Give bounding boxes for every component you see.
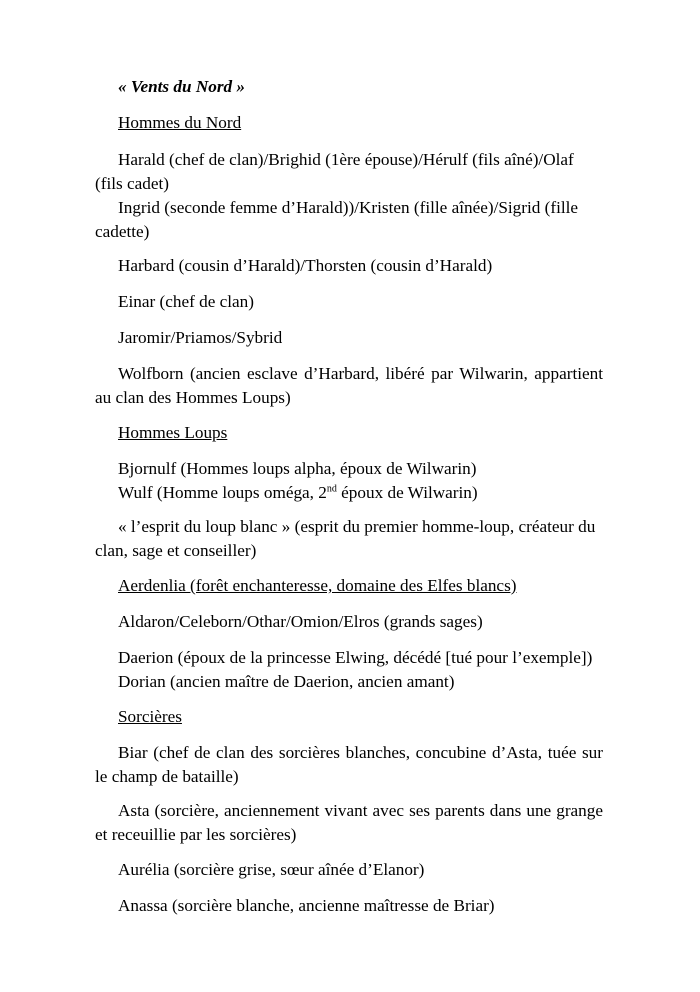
section-heading-hommes-loups: Hommes Loups [118, 423, 228, 442]
document-title: « Vents du Nord » [118, 77, 246, 96]
entry-harald: Harald (chef de clan)/Brighid (1ère épouse)/Hérulf (fils aîné)/Olaf (fils cadet) [95, 150, 574, 193]
entry-asta: Asta (sorcière, anciennement vivant avec ses parents dans une grange et receuillie par les sorcières) [95, 801, 603, 844]
entry-esprit-loup-blanc: « l’esprit du loup blanc » (esprit du premier homme-loup, créateur du clan, sage et conseiller) [95, 517, 596, 560]
entry-wulf-ordinal: nd [326, 483, 337, 495]
entry-einar: Einar (chef de clan) [118, 292, 254, 311]
entry-ingrid: Ingrid (seconde femme d’Harald))/Kristen (fille aînée)/Sigrid (fille cadette) [95, 198, 579, 241]
section-heading-hommes-du-nord: Hommes du Nord [118, 113, 242, 132]
entry-aurelia: Aurélia (sorcière grise, sœur aînée d’Elanor) [118, 860, 425, 879]
entry-anassa: Anassa (sorcière blanche, ancienne maîtresse de Briar) [118, 896, 495, 915]
entry-biar: Biar (chef de clan des sorcières blanches, concubine d’Asta, tuée sur le champ de bataille) [95, 743, 603, 786]
entry-wulf-text-end: époux de Wilwarin) [336, 483, 478, 502]
section-heading-aerdenlia: Aerdenlia (forêt enchanteresse, domaine des Elfes blancs) [118, 576, 517, 595]
entry-daerion: Daerion (époux de la princesse Elwing, décédé [tué pour l’exemple]) [118, 648, 593, 667]
entry-wulf-text: Wulf (Homme loups oméga, 2 [118, 483, 327, 502]
entry-wolfborn: Wolfborn (ancien esclave d’Harbard, libéré par Wilwarin, appartient au clan des Hommes Loups) [95, 364, 603, 407]
entry-dorian: Dorian (ancien maître de Daerion, ancien amant) [118, 672, 455, 691]
entry-bjornulf: Bjornulf (Hommes loups alpha, époux de Wilwarin) [118, 459, 477, 478]
section-heading-sorcieres: Sorcières [118, 707, 182, 726]
entry-jaromir: Jaromir/Priamos/Sybrid [118, 328, 283, 347]
entry-wulf [95, 481, 603, 505]
entry-harbard: Harbard (cousin d’Harald)/Thorsten (cousin d’Harald) [118, 256, 493, 275]
entry-aldaron: Aldaron/Celeborn/Othar/Omion/Elros (grands sages) [118, 612, 483, 631]
